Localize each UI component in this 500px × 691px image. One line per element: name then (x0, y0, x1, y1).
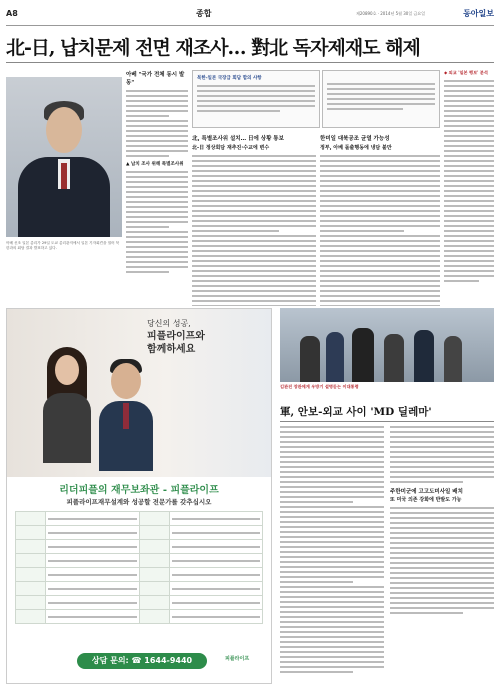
second-story-column-right (390, 426, 494, 684)
peoplelife-ad (6, 308, 272, 684)
ad-phone-number: 상담 문의: ☎ 1644-9440 (77, 653, 207, 669)
ad-subtitle: 피플라이프재무설계와 성공할 전문가를 갖추십시오 (66, 498, 212, 506)
main-headline: 北-日, 납치문제 전면 재조사… 對北 독자제재도 해제 (6, 37, 420, 59)
agreement-box (192, 70, 320, 128)
column-two-heading: 北, 특별조사위 설치… 日에 상황 통보 (192, 136, 284, 142)
newspaper-logo: 동아일보 (463, 9, 494, 18)
second-story-headline: 軍, 안보-외교 사이 'MD 딜레마' (280, 406, 432, 418)
ad-title: 리더피플의 재무보좌관 - 피플라이프 (59, 485, 219, 496)
column-four (444, 70, 494, 306)
second-story-column-left (280, 426, 384, 684)
headline-divider (6, 62, 494, 63)
agreement-box-title: 북한-일본 국장급 회담 합의 사항 (197, 76, 262, 81)
column-two-subheading: 北-日 정상회담 재추진·수교에 변수 (192, 145, 270, 151)
ad-headline: 당신의 성공, 피플라이프와 함께하세요 (147, 319, 205, 355)
expo-photo (280, 308, 494, 382)
section-name: 종합 (196, 9, 212, 18)
lead-column (126, 70, 188, 302)
page-number: A8 (6, 9, 18, 18)
column-two (192, 134, 316, 306)
page-header (6, 8, 494, 26)
issue-date: 제20890호 · 2014년 5월 30일 금요일 (356, 11, 426, 16)
ad-company-logo: 피플라이프 (225, 656, 250, 662)
lead-subhead: 아베 "국가 전체 동시 발동" (126, 72, 185, 86)
column-three-subheading: 정부, 아베 돌출행동에 냉담 불만 (320, 145, 392, 151)
lead-sub-block: ▲ 납치 조사 위해 특별조사위 (126, 162, 184, 167)
second-story-subheading: 주한미군에 고고도미사일 배치 (390, 489, 463, 495)
ad-info-table (15, 511, 263, 624)
ad-photo-area (7, 309, 271, 477)
column-three-heading: 한미일 대북공조 균열 가능성 (320, 136, 390, 142)
photo-caption: 아베 신조 일본 총리가 29일 도쿄 총리관저에서 일본 기자회견을 열어 북한과의 회담 결과 발표하고 있다. (6, 241, 120, 250)
second-story-subheading-2: 또 미국 의존 강화에 반발도 가능 (390, 497, 462, 503)
expo-caption: 김관진 장관에게 우방기 설명듣는 이대통령 (280, 384, 359, 389)
agreement-box-right (322, 70, 440, 128)
column-four-heading: ◆ 외교 '일본 행보' 분석 (444, 70, 488, 75)
column-three (320, 134, 440, 306)
abe-photo (6, 77, 122, 237)
